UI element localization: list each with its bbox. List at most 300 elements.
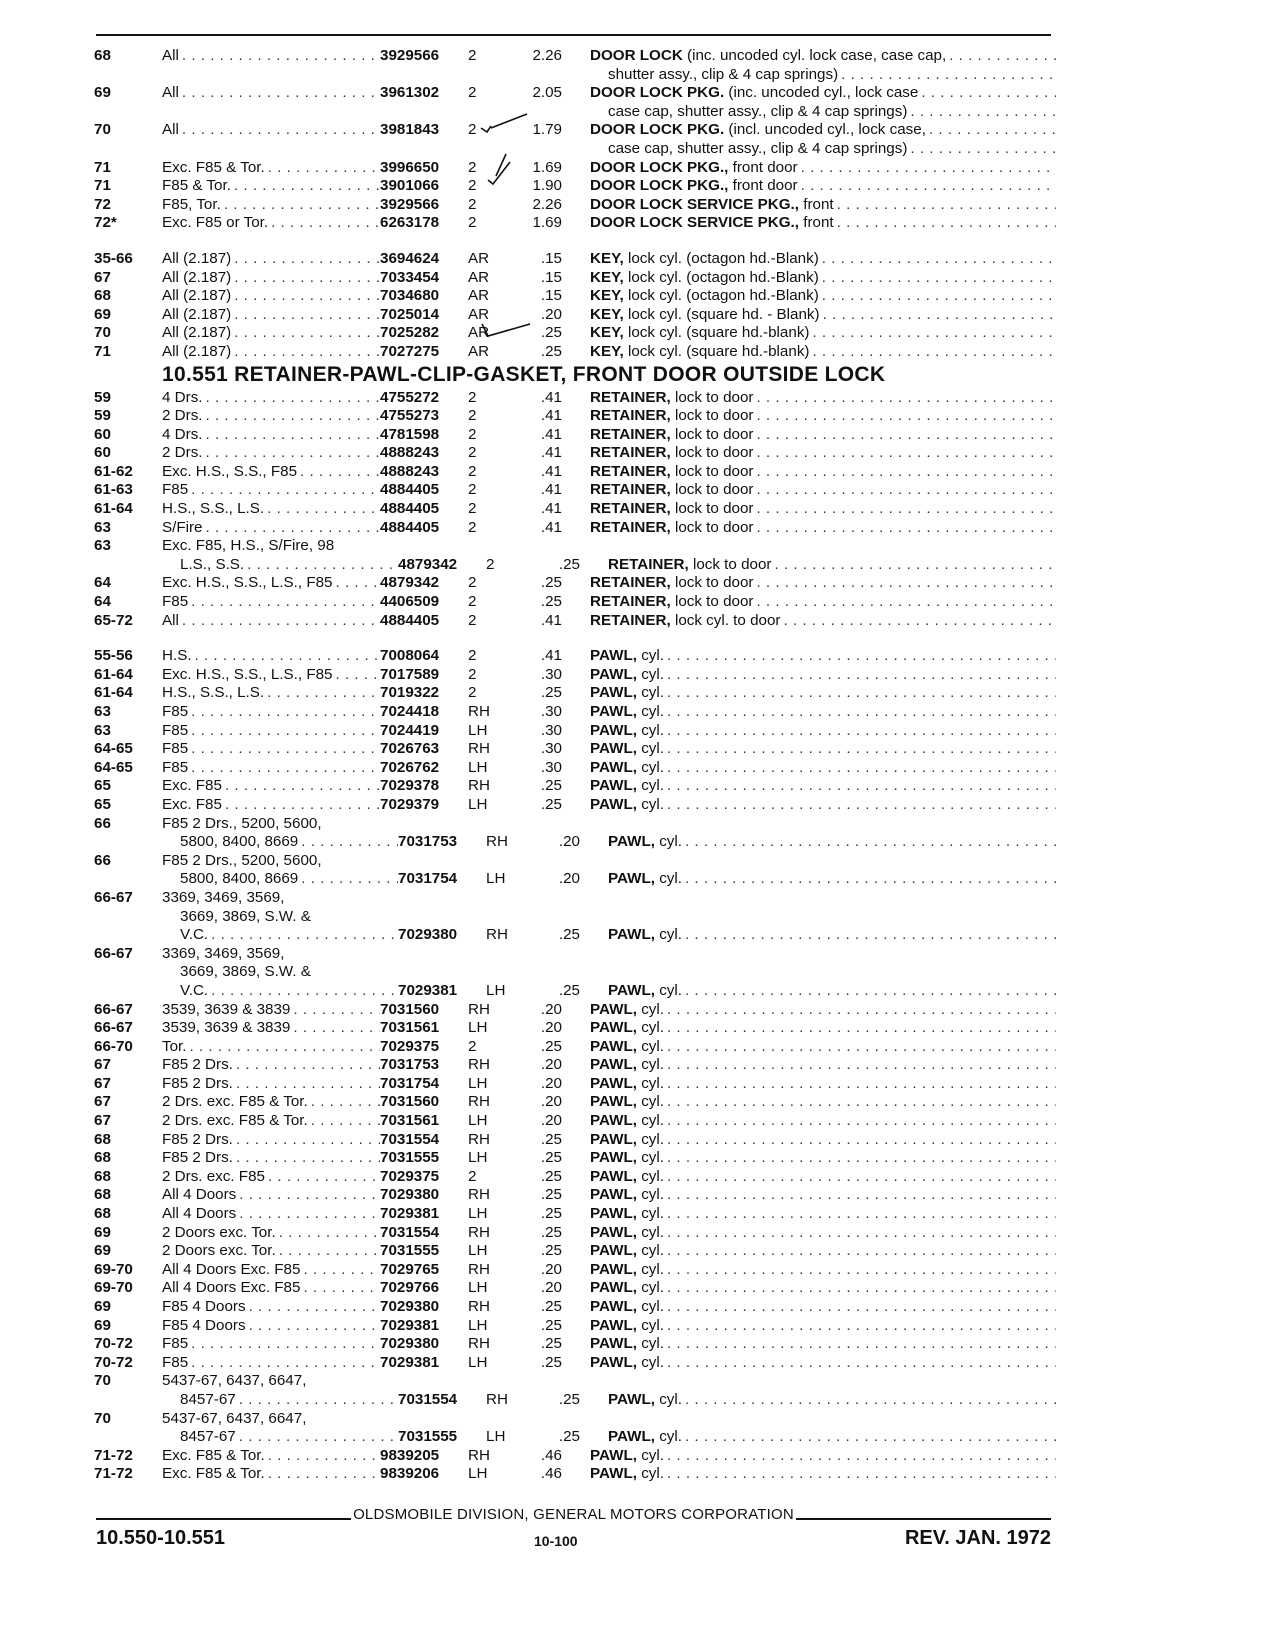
model-text: H.S., S.S., L.S. — [162, 684, 265, 702]
model-text: Tor. — [162, 1037, 187, 1055]
dot-leader — [819, 287, 1056, 306]
dot-leader — [308, 1093, 380, 1112]
model-cell — [162, 84, 380, 103]
price-cell: .25 — [540, 1149, 562, 1167]
year-cell: 66-67 — [94, 888, 133, 906]
model-text: Exc. F85 or Tor. — [162, 214, 269, 232]
description-cell — [590, 500, 1056, 519]
model-text: F85 2 Drs., 5200, 5600, — [162, 851, 322, 869]
part-number-cell: 7029378 — [380, 777, 440, 795]
year-cell: 60 — [94, 425, 111, 443]
dot-leader — [664, 1112, 1056, 1131]
model-text: F85 — [162, 1335, 189, 1353]
year-cell: 66-67 — [94, 1000, 133, 1018]
quantity-cell: 2 — [468, 593, 477, 611]
model-cell — [162, 759, 380, 778]
year-cell: 63 — [94, 537, 111, 555]
dot-leader — [664, 1186, 1056, 1205]
year-cell: 64-65 — [94, 758, 133, 776]
table-row — [94, 177, 1056, 196]
part-description: cyl. — [636, 1074, 664, 1092]
model-cell — [162, 1372, 380, 1391]
year-cell: 68 — [94, 1130, 111, 1148]
dot-leader — [753, 500, 1056, 519]
price-cell: .20 — [540, 1074, 562, 1092]
description-cell — [590, 481, 1056, 500]
quantity-cell: 2 — [468, 158, 477, 176]
model-cell — [162, 1465, 380, 1484]
year-cell: 71 — [94, 342, 111, 360]
quantity-cell: 2 — [468, 425, 477, 443]
model-text: 4 Drs. — [162, 388, 203, 406]
description-cell — [590, 1075, 1056, 1094]
dot-leader — [753, 463, 1056, 482]
part-description: cyl. — [636, 703, 664, 720]
part-description: cyl. — [636, 1353, 664, 1371]
dot-leader — [771, 556, 1056, 575]
part-number-cell: 4884405 — [380, 500, 440, 518]
table-row — [94, 140, 1056, 159]
price-cell: .41 — [540, 518, 562, 536]
model-text: All 4 Doors — [162, 1205, 237, 1223]
description-cell — [590, 703, 1056, 722]
model-text: S/Fire — [162, 518, 203, 536]
part-description: cyl. — [636, 1316, 664, 1334]
model-text: 8457-67 — [180, 1428, 236, 1446]
table-row — [94, 1261, 1056, 1280]
dot-leader — [926, 121, 1056, 140]
model-text: 2 Doors exc. Tor. — [162, 1242, 276, 1260]
price-cell: .25 — [558, 981, 580, 999]
description-cell — [590, 177, 1056, 196]
model-cell — [162, 1075, 380, 1094]
price-cell: 2.26 — [532, 47, 562, 64]
model-text: 2 Drs. exc. F85 & Tor. — [162, 1112, 308, 1130]
quantity-cell: 2 — [468, 444, 477, 462]
part-number-cell: 9839206 — [380, 1465, 440, 1483]
part-description: cyl. — [654, 1390, 682, 1408]
model-cell — [162, 1093, 380, 1112]
table-row — [94, 1410, 1056, 1429]
part-number-cell: 7027275 — [380, 342, 440, 360]
quantity-cell: 2 — [468, 574, 477, 592]
model-cell — [162, 1168, 380, 1187]
model-cell — [162, 833, 398, 852]
table-row — [94, 870, 1056, 889]
dot-leader — [664, 1149, 1056, 1168]
part-description: case cap, shutter assy., clip & 4 cap springs) — [608, 139, 908, 157]
description-cell — [590, 159, 1056, 178]
table-row — [94, 945, 1056, 964]
dot-leader — [918, 84, 1056, 103]
part-number-cell: 4884405 — [380, 518, 440, 536]
dot-leader — [203, 519, 380, 538]
quantity-cell: 2 — [468, 1037, 477, 1055]
quantity-cell: 2 — [468, 1167, 477, 1185]
dot-leader — [236, 1428, 398, 1447]
part-description: cyl. — [636, 1335, 664, 1353]
footer-corporation: OLDSMOBILE DIVISION, GENERAL MOTORS CORPORATION — [353, 1506, 794, 1523]
part-name: PAWL, — [590, 1093, 637, 1111]
price-cell: .25 — [540, 1335, 562, 1353]
description-cell — [590, 1335, 1056, 1354]
model-text: 2 Doors exc. Tor. — [162, 1223, 276, 1241]
year-cell: 72 — [94, 195, 111, 213]
table-row — [94, 684, 1056, 703]
part-description: front — [799, 195, 834, 213]
model-text: 2 Drs. — [162, 407, 203, 425]
price-cell: .25 — [540, 1205, 562, 1223]
dot-leader — [188, 703, 380, 722]
table-row — [94, 593, 1056, 612]
model-text: All (2.187) — [162, 324, 232, 342]
part-name: PAWL, — [590, 1465, 637, 1483]
part-number-cell: 7031753 — [398, 833, 458, 851]
quantity-cell: RH — [486, 833, 508, 851]
part-description: lock cyl. (octagon hd.-Blank) — [623, 249, 819, 267]
year-cell: 68 — [94, 1205, 111, 1223]
model-cell — [162, 269, 380, 288]
model-cell — [162, 481, 380, 500]
part-number-cell: 7025014 — [380, 305, 440, 323]
year-cell: 71 — [94, 177, 111, 195]
part-description: cyl. — [636, 1279, 664, 1297]
part-description: cyl. — [636, 1000, 664, 1018]
year-cell: 70 — [94, 1372, 111, 1390]
year-cell: 68 — [94, 1186, 111, 1204]
description-cell — [590, 407, 1056, 426]
description-cell — [590, 519, 1056, 538]
part-number-cell: 6263178 — [380, 214, 440, 232]
table-row — [94, 889, 1056, 908]
table-row — [94, 1019, 1056, 1038]
dot-leader — [809, 324, 1056, 343]
model-cell — [162, 1205, 380, 1224]
part-name: PAWL, — [590, 1149, 637, 1167]
year-cell: 64 — [94, 593, 111, 611]
table-row — [94, 796, 1056, 815]
model-cell — [162, 177, 380, 196]
price-cell: .20 — [558, 833, 580, 851]
part-name: PAWL, — [590, 1186, 637, 1204]
model-cell — [162, 982, 398, 1001]
model-text: V.C. — [180, 981, 209, 999]
part-number-cell: 4755273 — [380, 407, 440, 425]
quantity-cell: RH — [468, 1186, 490, 1204]
model-cell — [162, 1317, 380, 1336]
table-row — [94, 84, 1056, 103]
model-cell — [162, 593, 380, 612]
footer-rule-right — [796, 1518, 1051, 1520]
part-name: PAWL, — [590, 1037, 637, 1055]
dot-leader — [265, 1465, 380, 1484]
part-name: PAWL, — [608, 926, 655, 944]
quantity-cell: RH — [468, 1335, 490, 1353]
year-cell: 61-62 — [94, 462, 133, 480]
dot-leader — [246, 1317, 380, 1336]
quantity-cell: RH — [486, 926, 508, 944]
dot-leader — [300, 1261, 380, 1280]
year-cell: 70 — [94, 121, 111, 139]
table-row — [94, 1279, 1056, 1298]
part-description: cyl. — [636, 1056, 664, 1074]
model-cell — [162, 214, 380, 233]
year-cell: 68 — [94, 287, 111, 305]
part-name: DOOR LOCK — [590, 47, 683, 64]
price-cell: .41 — [540, 388, 562, 406]
dot-leader — [798, 159, 1056, 178]
price-cell: 1.69 — [532, 158, 562, 176]
part-name: DOOR LOCK SERVICE PKG., — [590, 195, 799, 213]
year-cell: 60 — [94, 444, 111, 462]
quantity-cell: 2 — [468, 481, 477, 499]
part-number-cell: 4755272 — [380, 388, 440, 406]
year-cell: 69 — [94, 1223, 111, 1241]
dot-leader — [753, 389, 1056, 408]
part-number-cell: 7008064 — [380, 647, 440, 665]
price-cell: .30 — [540, 740, 562, 758]
year-cell: 67 — [94, 1112, 111, 1130]
table-row — [94, 666, 1056, 685]
description-cell — [608, 870, 1056, 889]
part-description: cyl. — [636, 1242, 664, 1260]
dot-leader — [819, 250, 1056, 269]
dot-leader — [664, 1019, 1056, 1038]
price-cell: 1.79 — [532, 121, 562, 139]
dot-leader — [236, 1391, 398, 1410]
description-cell — [590, 463, 1056, 482]
model-cell — [162, 740, 380, 759]
part-number-cell: 3961302 — [380, 84, 440, 102]
description-cell — [608, 833, 1056, 852]
price-cell: .30 — [540, 758, 562, 776]
dot-leader — [300, 1279, 380, 1298]
model-cell — [162, 926, 398, 945]
model-text: Exc. F85 — [162, 777, 222, 795]
dot-leader — [682, 1428, 1056, 1447]
description-cell — [590, 1093, 1056, 1112]
price-cell: .15 — [540, 287, 562, 305]
part-name: PAWL, — [590, 1335, 637, 1353]
dot-leader — [664, 1298, 1056, 1317]
dot-leader — [208, 982, 398, 1001]
table-row — [94, 1131, 1056, 1150]
description-cell — [590, 666, 1056, 685]
part-name: RETAINER, — [590, 500, 671, 518]
description-cell — [590, 66, 1056, 85]
part-name: PAWL, — [590, 1074, 637, 1092]
dot-leader — [231, 269, 380, 288]
quantity-cell: RH — [468, 740, 490, 758]
quantity-cell: 2 — [468, 407, 477, 425]
model-text: 5437-67, 6437, 6647, — [162, 1409, 307, 1427]
table-row — [94, 1168, 1056, 1187]
dot-leader — [188, 1335, 380, 1354]
table-row — [94, 647, 1056, 666]
dot-leader — [834, 196, 1056, 215]
model-text: Exc. H.S., S.S., F85 — [162, 462, 298, 480]
description-cell — [590, 1186, 1056, 1205]
model-text: Exc. F85 & Tor. — [162, 1446, 265, 1464]
section-title: 10.551 RETAINER-PAWL-CLIP-GASKET, FRONT DOOR OUTSIDE LOCK — [162, 362, 886, 386]
model-text: F85 4 Doors — [162, 1316, 246, 1334]
description-cell — [590, 1298, 1056, 1317]
dot-leader — [231, 250, 380, 269]
price-cell: .41 — [540, 425, 562, 443]
dot-leader — [290, 1001, 380, 1020]
quantity-cell: LH — [468, 721, 488, 739]
part-number-cell: 9839205 — [380, 1446, 440, 1464]
dot-leader — [264, 684, 380, 703]
price-cell: .30 — [540, 703, 562, 720]
quantity-cell: LH — [486, 1428, 506, 1446]
price-cell: .30 — [540, 721, 562, 739]
model-text: L.S., S.S. — [180, 555, 245, 573]
model-cell — [162, 1056, 380, 1075]
model-text: F85 2 Drs., 5200, 5600, — [162, 814, 322, 832]
model-cell — [162, 1279, 380, 1298]
part-description: cyl. — [636, 684, 664, 702]
table-row — [94, 47, 1056, 66]
price-cell: 1.90 — [532, 177, 562, 195]
model-text: All (2.187) — [162, 305, 232, 323]
price-cell: .46 — [540, 1465, 562, 1483]
part-description: cyl. — [636, 1093, 664, 1111]
price-cell: .15 — [540, 249, 562, 267]
part-number-cell: 7026762 — [380, 758, 440, 776]
dot-leader — [179, 47, 380, 66]
quantity-cell: RH — [468, 703, 490, 720]
description-cell — [590, 287, 1056, 306]
price-cell: .25 — [540, 1167, 562, 1185]
dot-leader — [664, 1093, 1056, 1112]
table-row — [94, 1112, 1056, 1131]
price-cell: .25 — [540, 1223, 562, 1241]
table-row — [94, 343, 1056, 362]
description-cell — [590, 1019, 1056, 1038]
model-text: 3539, 3639 & 3839 — [162, 1019, 291, 1037]
model-text: F85 — [162, 703, 189, 720]
dot-leader — [179, 84, 380, 103]
dot-leader — [236, 1186, 380, 1205]
part-number-cell: 3901066 — [380, 177, 440, 195]
price-cell: .25 — [540, 1037, 562, 1055]
part-description: front door — [728, 177, 798, 195]
part-number-cell: 7031555 — [380, 1149, 440, 1167]
part-name: PAWL, — [590, 777, 637, 795]
model-cell — [162, 121, 380, 140]
description-cell — [590, 1001, 1056, 1020]
model-text: 3369, 3469, 3569, — [162, 888, 285, 906]
quantity-cell: RH — [468, 1446, 490, 1464]
part-number-cell: 3996650 — [380, 158, 440, 176]
model-cell — [162, 1224, 380, 1243]
price-cell: .20 — [540, 1056, 562, 1074]
part-number-cell: 7029375 — [380, 1167, 440, 1185]
part-number-cell: 7031554 — [380, 1130, 440, 1148]
description-cell — [590, 1279, 1056, 1298]
table-row — [94, 1335, 1056, 1354]
price-cell: .41 — [540, 462, 562, 480]
part-description: (inc. uncoded cyl. lock case, case cap, — [682, 47, 947, 64]
description-cell — [590, 722, 1056, 741]
table-row — [94, 159, 1056, 178]
part-description: cyl. — [636, 1019, 664, 1037]
part-name: PAWL, — [590, 647, 637, 665]
dot-leader — [192, 647, 380, 666]
model-cell — [162, 1410, 380, 1429]
model-cell — [162, 1131, 380, 1150]
part-name: PAWL, — [608, 981, 655, 999]
dot-leader — [946, 47, 1056, 66]
model-cell — [162, 1428, 398, 1447]
table-row — [94, 250, 1056, 269]
quantity-cell: 2 — [468, 177, 477, 195]
part-name: DOOR LOCK SERVICE PKG., — [590, 214, 799, 232]
dot-leader — [753, 481, 1056, 500]
price-cell: 2.26 — [532, 195, 562, 213]
price-cell: .41 — [540, 611, 562, 629]
dot-leader — [834, 214, 1056, 233]
quantity-cell: LH — [468, 1112, 488, 1130]
dot-leader — [682, 982, 1056, 1001]
quantity-cell: 2 — [468, 665, 477, 683]
table-row — [94, 1242, 1056, 1261]
part-number-cell: 3981843 — [380, 121, 440, 139]
price-cell: .41 — [540, 481, 562, 499]
table-row — [94, 121, 1056, 140]
table-row — [94, 833, 1056, 852]
quantity-cell: LH — [486, 981, 506, 999]
year-cell: 67 — [94, 1074, 111, 1092]
part-name: PAWL, — [608, 870, 655, 888]
year-cell: 71 — [94, 158, 111, 176]
dot-leader — [664, 1224, 1056, 1243]
dot-leader — [798, 177, 1056, 196]
dot-leader — [664, 740, 1056, 759]
dot-leader — [188, 759, 380, 778]
model-text: 5437-67, 6437, 6647, — [162, 1372, 307, 1390]
price-cell: .25 — [540, 1130, 562, 1148]
model-text: F85 & Tor. — [162, 177, 231, 195]
year-cell: 67 — [94, 1056, 111, 1074]
quantity-cell: RH — [468, 1298, 490, 1315]
quantity-cell: RH — [486, 1390, 508, 1408]
price-cell: .25 — [540, 1298, 562, 1315]
dot-leader — [664, 722, 1056, 741]
part-number-cell: 7029381 — [380, 1205, 440, 1223]
table-row — [94, 1001, 1056, 1020]
part-number-cell: 7029765 — [380, 1260, 440, 1278]
part-description: cyl. — [636, 1465, 664, 1483]
dot-leader — [290, 1019, 380, 1038]
dot-leader — [203, 426, 380, 445]
part-name: KEY, — [590, 287, 624, 305]
model-text: All 4 Doors — [162, 1186, 237, 1204]
description-cell — [590, 84, 1056, 103]
quantity-cell: LH — [468, 795, 488, 813]
model-text: F85 2 Drs. — [162, 1056, 233, 1074]
dot-leader — [664, 666, 1056, 685]
part-number-cell: 7031561 — [380, 1019, 440, 1037]
year-cell: 69 — [94, 1316, 111, 1334]
part-description: cyl. — [636, 1446, 664, 1464]
year-cell: 67 — [94, 1093, 111, 1111]
description-cell — [608, 1391, 1056, 1410]
price-cell: .25 — [540, 1353, 562, 1371]
model-text: All (2.187) — [162, 268, 232, 286]
dot-leader — [231, 324, 380, 343]
